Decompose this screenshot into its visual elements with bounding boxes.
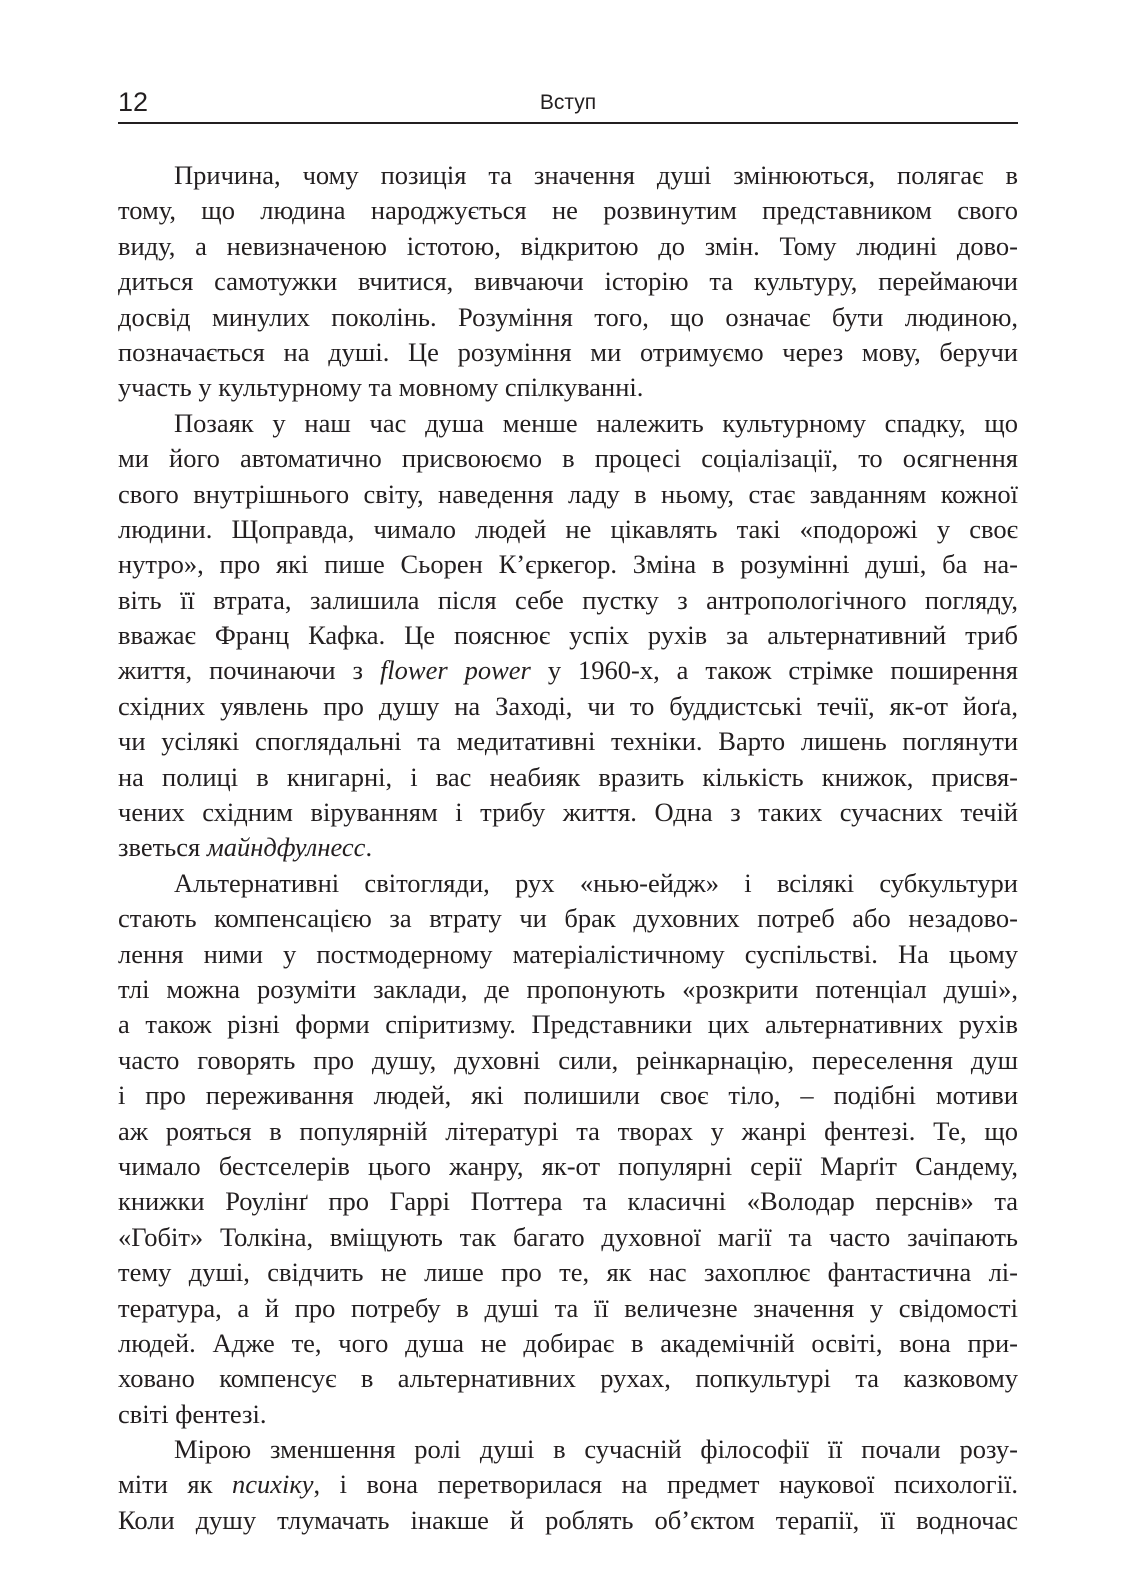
text-line <box>118 972 1018 1007</box>
italic-text: психіку <box>231 1469 314 1500</box>
text-line <box>118 583 1018 618</box>
text-line <box>118 547 1018 582</box>
text-line <box>118 1078 1018 1113</box>
text-run: аж рояться в популярній літературі та творах у жанрі фентезі. Те, що <box>118 1115 1018 1146</box>
text-run: Мірою зменшення ролі душі в сучасній філософії її почали розу- <box>174 1434 1018 1465</box>
text-run: Причина, чому позиція та значення душі змінюються, полягає в <box>174 160 1018 190</box>
text-run: . <box>365 832 373 863</box>
text-line <box>118 1432 1018 1467</box>
text-line <box>118 264 1018 299</box>
paragraph <box>118 158 1018 406</box>
text-run: віть її втрата, залишила після себе пустку з антропологічного погляду, <box>118 584 1018 615</box>
text-run: Альтернативні світогляди, рух «нью-ейдж» і всілякі субкультури <box>174 867 1018 898</box>
text-run: лення ними у постмодерному матеріалістичному суспільстві. На цьому <box>118 938 1018 969</box>
paragraph <box>118 406 1018 866</box>
text-line <box>118 229 1018 264</box>
text-line <box>118 724 1018 759</box>
text-run: свого внутрішнього світу, наведення ладу в ньому, стає завданням кожної <box>118 478 1018 509</box>
text-run: книжки Роулінґ про Гаррі Поттера та класичні «Володар перснів» та <box>118 1186 1018 1217</box>
text-run: чимало бестселерів цього жанру, як-от популярні серії Марґіт Сандему, <box>118 1150 1018 1181</box>
paragraph <box>118 866 1018 1432</box>
text-run: людини. Щоправда, чимало людей не цікавлять такі «подорожі у своє <box>118 513 1018 544</box>
text-line <box>118 1220 1018 1255</box>
text-line <box>118 477 1018 512</box>
text-line <box>118 1184 1018 1219</box>
text-run: у 1960-х, а також стрімке поширення <box>530 655 1018 686</box>
text-line <box>118 158 1018 193</box>
text-line <box>118 830 1018 865</box>
text-run: міти як <box>118 1469 232 1500</box>
text-run: вважає Франц Кафка. Це пояснює успіх рухів за альтернативний триб <box>118 620 1018 651</box>
text-line <box>118 1291 1018 1326</box>
text-run: тему душі, свідчить не лише про те, як нас захоплює фантастична лі- <box>118 1257 1018 1288</box>
text-line <box>118 937 1018 972</box>
text-line <box>118 901 1018 936</box>
text-run: ми його автоматично присвоюємо в процесі соціалізації, то осягнення <box>118 443 1018 474</box>
text-run: тература, а й про потребу в душі та її величезне значення у свідомості <box>118 1292 1018 1323</box>
text-run: а також різні форми спіритизму. Представники цих альтернативних рухів <box>118 1009 1018 1040</box>
text-run: східних уявлень про душу на Заході, чи то буддистські течії, як-от йоґа, <box>118 690 1018 721</box>
text-line <box>118 689 1018 724</box>
text-run: участь у культурному та мовному спілкуванні. <box>118 372 644 403</box>
text-run: зветься <box>118 832 207 863</box>
text-line <box>118 1255 1018 1290</box>
text-run: , і вона перетворилася на предмет наукової психології. <box>313 1469 1018 1500</box>
text-run: чи усілякі споглядальні та медитативні техніки. Варто лишень поглянути <box>118 726 1018 757</box>
text-line <box>118 1114 1018 1149</box>
text-line <box>118 1397 1018 1432</box>
paragraph <box>118 1432 1018 1538</box>
text-line <box>118 653 1018 688</box>
text-line <box>118 193 1018 228</box>
text-run: нутро», про які пише Сьорен К’єркегор. Зміна в розумінні душі, ба на- <box>118 549 1018 580</box>
text-run: чених східним віруванням і трибу життя. Одна з таких сучасних течій <box>118 797 1018 828</box>
text-line <box>118 1043 1018 1078</box>
text-run: позначається на душі. Це розуміння ми отримуємо через мову, беручи <box>118 336 1018 367</box>
text-line <box>118 1361 1018 1396</box>
text-line <box>118 795 1018 830</box>
page-header <box>118 86 1018 124</box>
text-line <box>118 760 1018 795</box>
text-run: ховано компенсує в альтернативних рухах, попкультурі та казковому <box>118 1363 1018 1394</box>
text-run: Позаяк у наш час душа менше належить культурному спадку, що <box>174 407 1018 438</box>
italic-text: flower power <box>379 655 531 686</box>
text-run: тому, що людина народжується не розвинутим представником свого <box>118 195 1018 226</box>
text-line <box>118 441 1018 476</box>
text-line <box>118 370 1018 405</box>
text-line <box>118 300 1018 335</box>
text-run: і про переживання людей, які полишили своє тіло, – подібні мотиви <box>118 1080 1018 1111</box>
text-run: тлі можна розуміти заклади, де пропонують «розкрити потенціал душі», <box>118 973 1018 1004</box>
text-run: виду, а невизначеною істотою, відкритою до змін. Тому людині дово- <box>118 230 1018 261</box>
text-line <box>118 1326 1018 1361</box>
text-line <box>118 1503 1018 1538</box>
text-run: на полиці в книгарні, і вас неабияк вразить кількість книжок, присвя- <box>118 761 1018 792</box>
running-head: Вступ <box>539 91 597 114</box>
text-line <box>118 1467 1018 1502</box>
text-run: «Гобіт» Толкіна, вміщують так багато духовної магії та часто зачіпають <box>118 1221 1018 1252</box>
body-text <box>118 158 1018 1538</box>
text-line <box>118 866 1018 901</box>
text-run: світі фентезі. <box>118 1398 267 1429</box>
text-run: життя, починаючи з <box>118 655 380 686</box>
text-line <box>118 1149 1018 1184</box>
text-run: диться самотужки вчитися, вивчаючи історію та культуру, переймаючи <box>118 266 1018 297</box>
text-run: стають компенсацією за втрату чи брак духовних потреб або незадово- <box>118 903 1018 934</box>
text-run: Коли душу тлумачать інакше й роблять об’єктом терапії, її водночас <box>118 1504 1018 1535</box>
text-run: людей. Адже те, чого душа не добирає в академічній освіті, вона при- <box>118 1327 1018 1358</box>
text-line <box>118 618 1018 653</box>
text-line <box>118 335 1018 370</box>
page-number: 12 <box>118 87 149 117</box>
text-line <box>118 406 1018 441</box>
text-line <box>118 1007 1018 1042</box>
text-line <box>118 512 1018 547</box>
text-run: досвід минулих поколінь. Розуміння того, що означає бути людиною, <box>118 301 1018 332</box>
text-run: часто говорять про душу, духовні сили, реінкарнацію, переселення душ <box>118 1044 1018 1075</box>
italic-text: майндфулнесс <box>206 832 366 863</box>
